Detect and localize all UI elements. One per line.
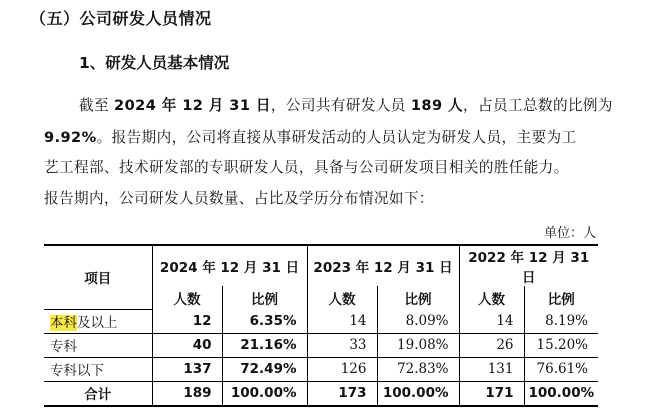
total-count-2022: 171 [459,381,524,406]
highlighted-text: 本科 [50,315,77,331]
ratio-2022: 8.19% [524,309,598,333]
section-title: （五）公司研发人员情况 [30,9,212,28]
total-count-2023: 173 [307,381,377,406]
total-row [44,381,598,406]
ratio-2023: 8.09% [377,309,459,333]
total-label: 合计 [44,381,152,406]
unit-label: 单位：人 [543,226,596,241]
total-count-2024: 189 [152,381,222,406]
count-2023: 33 [307,333,377,357]
ratio-2022: 15.20% [524,333,598,357]
ratio-2023: 19.08% [377,333,459,357]
ratio-2024: 21.16% [222,333,307,357]
row-label [44,309,152,333]
paragraph-line-3: 艺工程部、技术研发部的专职研发人员，具备与公司研发项目相关的胜任能力。 [44,159,569,176]
col-ratio-header: 比例 [222,286,307,309]
period-header-2023: 2023 年 12 月 31 日 [307,245,459,286]
paragraph-line-2 [44,126,576,147]
report-date: 2024 年 12 月 31 日 [114,97,271,114]
col-ratio-header: 比例 [377,286,459,309]
count-2024: 137 [152,357,222,381]
paragraph-line-1 [79,94,613,115]
ratio-2024: 6.35% [222,309,307,333]
count-2023: 14 [307,309,377,333]
col-count-header: 人数 [307,286,377,309]
table-row [44,309,598,333]
total-ratio-2024: 100.00% [222,381,307,406]
period-header-2024: 2024 年 12 月 31 日 [152,245,307,286]
rd-staff-percent: 9.92% [44,129,97,146]
col-ratio-header: 比例 [524,286,598,309]
col-count-header: 人数 [152,286,222,309]
paragraph-text: 。报告期内，公司将直接从事研发活动的人员认定为研发人员，主要为工 [96,129,577,146]
paragraph-text: 截至 [79,97,115,114]
rd-staff-table [44,244,598,407]
ratio-2022: 76.61% [524,357,598,381]
row-label: 专科以下 [44,357,152,381]
count-2022: 131 [459,357,524,381]
row-label: 专科 [44,333,152,357]
count-2022: 26 [459,333,524,357]
paragraph-text: ，公司共有研发人员 [270,97,411,114]
period-header-2022: 2022 年 12 月 31 日 [459,245,598,286]
paragraph-text: ，占员工总数的比例为 [462,97,613,114]
table-row [44,357,598,381]
rd-staff-count: 189 人 [410,97,463,114]
count-2024: 40 [152,333,222,357]
count-2022: 14 [459,309,524,333]
col-count-header: 人数 [459,286,524,309]
ratio-2024: 72.49% [222,357,307,381]
count-2024: 12 [152,309,222,333]
total-ratio-2023: 100.00% [377,381,459,406]
table-row [44,333,598,357]
ratio-2023: 72.83% [377,357,459,381]
count-2023: 126 [307,357,377,381]
row-label-text: 及以上 [77,315,118,331]
item-header: 项目 [44,245,152,309]
paragraph-line-4: 报告期内，公司研发人员数量、占比及学历分布情况如下： [44,190,434,207]
subsection-title: 1、研发人员基本情况 [79,54,230,72]
total-ratio-2022: 100.00% [524,381,598,406]
